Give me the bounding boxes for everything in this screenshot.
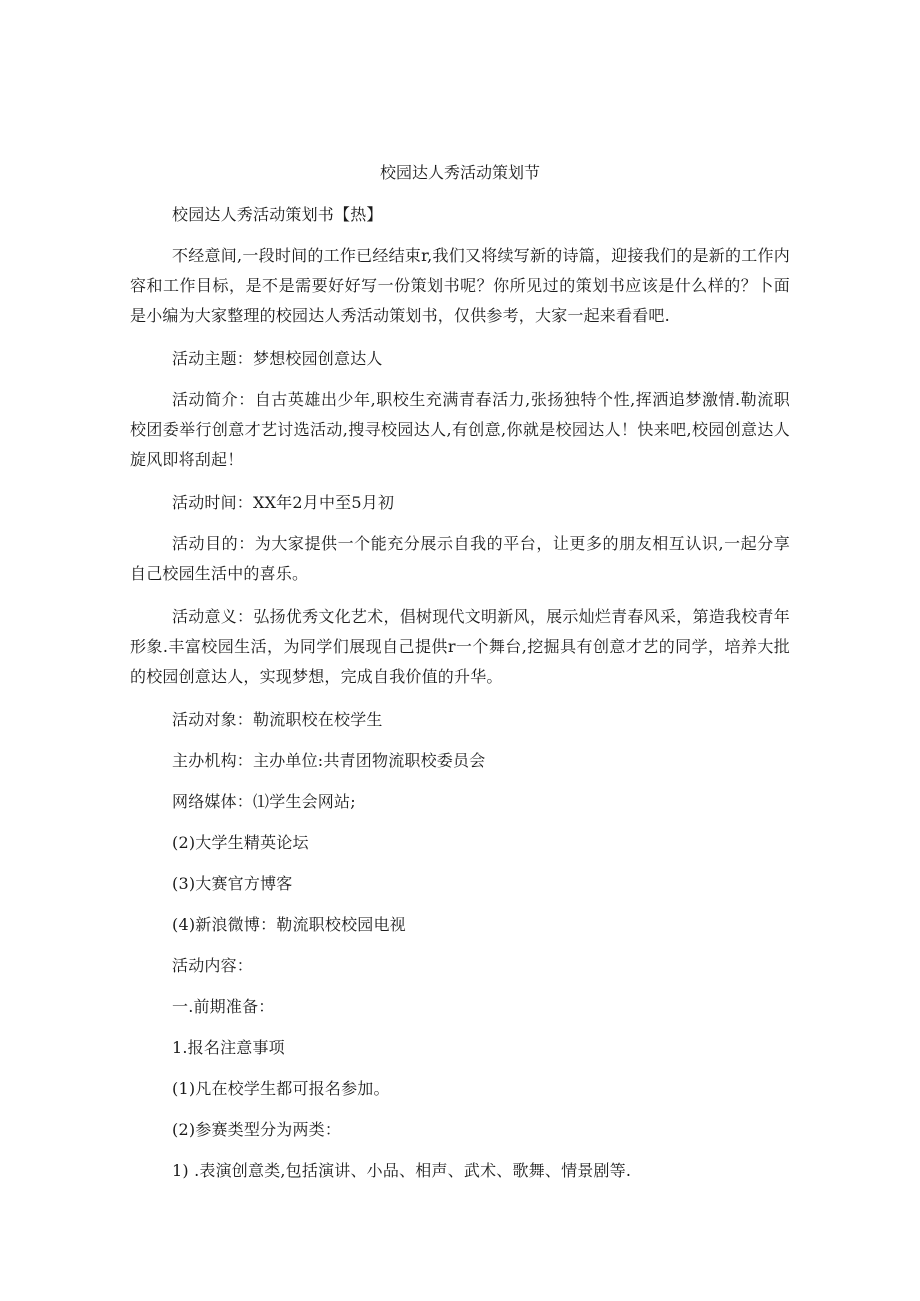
activity-content-heading: 活动内容： (172, 956, 254, 975)
registration-notes-heading: 1.报名注意事项 (172, 1038, 285, 1057)
preparation-heading: 一.前期准备： (172, 997, 275, 1016)
activity-target: 活动对象：勒流职校在校学生 (172, 710, 383, 729)
network-media-2: (2)大学生精英论坛 (172, 833, 309, 852)
activity-time: 活动时间：XX年2月中至5月初 (172, 493, 395, 512)
network-media-1: 网络媒体：⑴学生会网站; (172, 792, 356, 811)
registration-item-1: (1)凡在校学生都可报名参加。 (172, 1079, 390, 1098)
network-media-3: (3)大赛官方博客 (172, 874, 293, 893)
document-body (130, 200, 790, 1197)
registration-item-2: (2)参赛类型分为两类： (172, 1120, 342, 1139)
organizer: 主办机构：主办单位:共青团物流职校委员会 (172, 751, 486, 770)
network-media-4: (4)新浪微博：勒流职校校园电视 (172, 915, 406, 934)
document-title: 校园达人秀活动策划节 (379, 163, 540, 182)
activity-significance: 活动意义：弘扬优秀文化艺术，倡树现代文明新风，展示灿烂青春风采，第造我校青年形象.丰富校园生活，为同学们展现自己提供r一个舞台,挖掘具有创意才艺的同学，培养大批的校园创意达人，实现梦想，完成自我价值的升华。 (130, 607, 790, 686)
document-subtitle: 校园达人秀活动策划书【热】 (172, 205, 383, 224)
activity-theme: 活动主题：梦想校园创意达人 (172, 349, 383, 368)
category-item-1: 1) .表演创意类,包括演讲、小品、相声、武术、歌舞、情景剧等. (172, 1161, 632, 1180)
intro-paragraph: 不经意间,一段时间的工作已经结束r,我们又将续写新的诗篇，迎接我们的是新的工作内容和工作目标，是不是需要好好写一份策划书呢？你所见过的策划书应该是什么样的？卜面是小编为大家整理的校园达人秀活动策划书，仅供参考，大家一起来看看吧. (130, 246, 790, 325)
activity-summary: 活动简介：自古英雄出少年,职校生充满青春活力,张扬独特个性,挥洒追梦激情.勒流职校团委举行创意才艺讨选活动,搜寻校园达人,有创意,你就是校园达人！快来吧,校园创意达人旋风即将刮起！ (130, 390, 790, 469)
activity-purpose: 活动目的：为大家提供一个能充分展示自我的平台，让更多的朋友相互认识,一起分享自己校园生活中的喜乐。 (130, 534, 790, 583)
